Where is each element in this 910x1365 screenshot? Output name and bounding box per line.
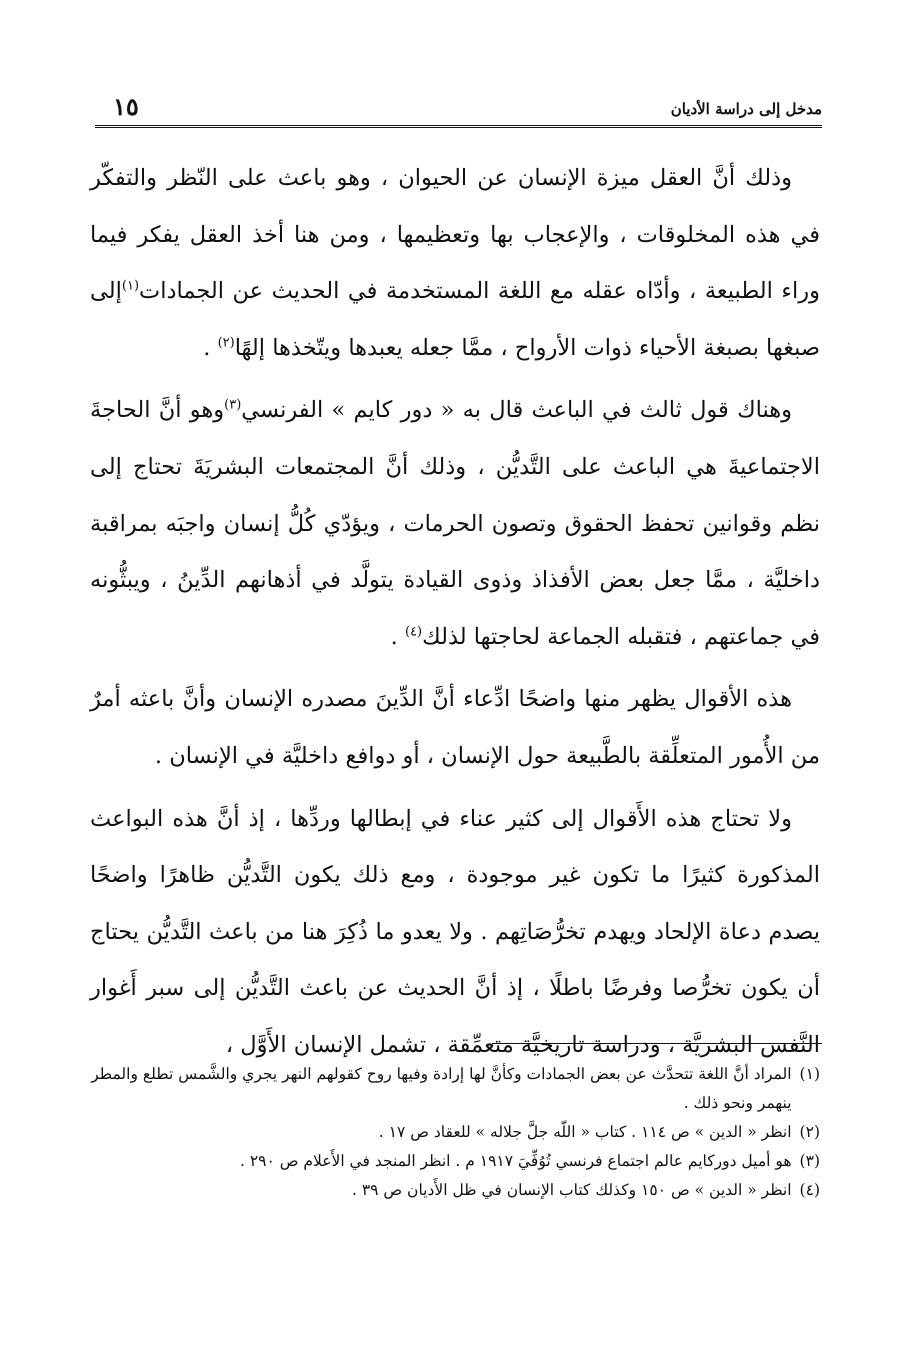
paragraph-text: . [390, 623, 405, 650]
paragraph [90, 382, 820, 665]
footnote-separator [492, 1043, 822, 1044]
page-number: ١٥ [113, 92, 139, 121]
paragraph [90, 791, 820, 1074]
paragraph-text: وذلك أنَّ العقل ميزة الإنسان عن الحيوان ، وهو باعث على النّظر والتفكّر في هذه المخلوقات ، والإعجاب بها وتعظيمها ، ومن هنا أخذ العقل يفكر فيما وراء الطبيعة ، وأدّاه عقله مع اللغة المستخدمة في الحديث عن الجمادات [90, 165, 820, 305]
footnotes [88, 1060, 820, 1205]
paragraph-text: هذه الأقوال يظهر منها واضحًا ادِّعاء أنَّ الدِّينَ مصدره الإنسان وأنَّ باعثه أمرٌ من الأُمور المتعلِّقة بالطَّبيعة حول الإنسان ، أو دوافع داخليَّة في الإنسان . [90, 686, 820, 769]
paragraph-text: إلى صبغها بصبغة الأحياء ذوات الأرواح ، ممَّا جعله يعبدها ويتّخذها إلهًا [90, 278, 820, 361]
paragraph-text: ولا تحتاج هذه الأَقوال إلى كثير عناء في إبطالها وردِّها ، إذ أنَّ هذه البواعث المذكورة كثيرًا ما تكون غير موجودة ، ومع ذلك يكون التَّديُّن ظاهرًا واضحًا يصدم دعاة الإلحاد ويهدم تخرُّصَاتِهم . ولا يعدو ما ذُكِرَ هنا من باعث التَّديُّن يحتاج أن يكون تخرُّصا وفرضًا باطلًا ، إذ أنَّ الحديث عن باعث التَّديُّن إلى سبر أَغوار النَّفس البشريَّة ، ودراسة تاريخيَّة متعمِّقة ، تشمل الإنسان الأَوَّل ، [90, 805, 820, 1058]
header-rule [95, 125, 822, 128]
footnote-text: هو أميل دوركايم عالم اجتماع فرنسي تُوُفِّيَ ١٩١٧ م . انظر المنجد في الأَعلام ص ٢٩٠ . [239, 1152, 792, 1170]
footnote-number: (١) [799, 1065, 820, 1083]
footnote-text: المراد أنَّ اللغة تتحدَّث عن بعض الجمادات وكأنَّ لها إرادة وفيها روح كقولهم النهر يجري والشَّمس تطلع والمطر ينهمر ونحو ذلك . [91, 1065, 792, 1112]
footnote-ref: (١) [121, 278, 140, 294]
paragraph [90, 671, 820, 784]
footnote [88, 1176, 820, 1205]
running-header [95, 92, 822, 128]
footnote-ref: (٤) [404, 624, 423, 640]
footnote-text: انظر « الدين » ص ١٥٠ وكذلك كتاب الإنسان في ظل الأَديان ص ٣٩ . [351, 1181, 792, 1199]
paragraph-text: وهناك قول ثالث في الباعث قال به « دور كايم » الفرنسي [241, 397, 792, 424]
paragraph-text: . [203, 334, 218, 361]
footnote [88, 1060, 820, 1118]
footnote [88, 1147, 820, 1176]
footnote-number: (٤) [799, 1181, 820, 1199]
footnote [88, 1118, 820, 1147]
paragraph-text: وهو أنَّ الحاجةَ الاجتماعيةَ هي الباعث على التَّديُّن ، وذلك أنَّ المجتمعات البشريَةَ تحتاج إلى نظم وقوانين تحفظ الحقوق وتصون الحرمات ، ويؤدّي كُلُّ إنسان واجبَه بمراقبة داخليَّة ، ممَّا جعل بعض الأفذاذ وذوى القيادة يتولَّد في أذهانهم الدِّينُ ، ويبثُّونه في جماعتهم ، فتقبله الجماعة لحاجتها لذلك [90, 397, 820, 650]
running-title: مدخل إلى دراسة الأديان [670, 100, 822, 118]
paragraph [90, 150, 820, 376]
footnote-ref: (٣) [224, 397, 242, 413]
footnote-number: (٢) [799, 1123, 820, 1141]
footnote-number: (٣) [799, 1152, 820, 1170]
footnote-ref: (٢) [217, 335, 235, 351]
footnote-text: انظر « الدين » ص ١١٤ . كتاب « اللّه جلَّ جلاله » للعقاد ص ١٧ . [378, 1123, 792, 1141]
main-text [90, 150, 820, 1074]
